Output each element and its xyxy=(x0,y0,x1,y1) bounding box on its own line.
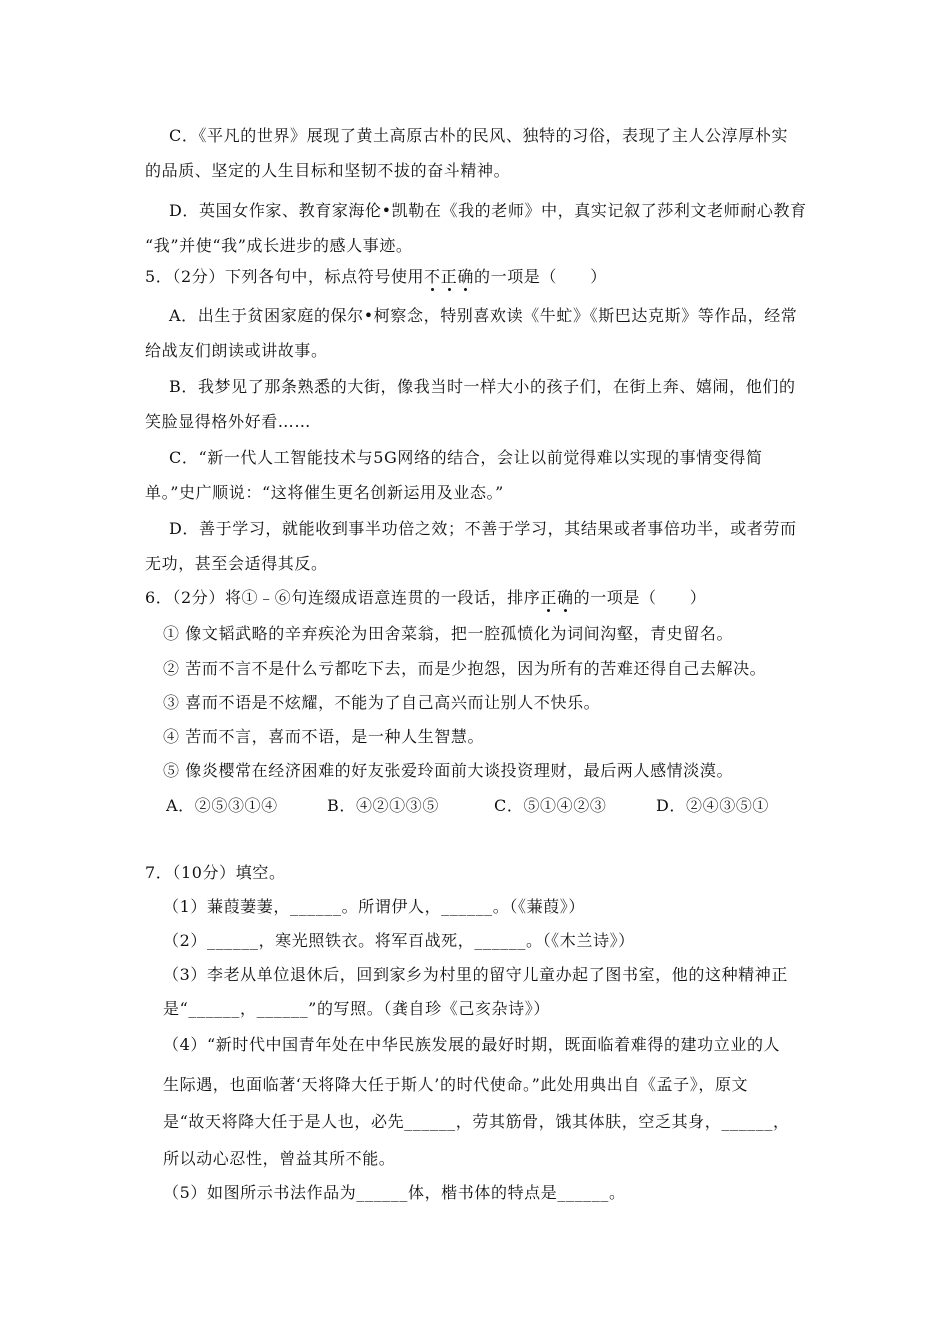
q6-choice-d: D．②④③⑤① xyxy=(656,796,770,815)
q7-part-3-line1: （3）李老从单位退休后，回到家乡为村里的留守儿童办起了图书室，他的这种精神正 xyxy=(163,965,788,984)
q7-part-3-line2: 是“______，______”的写照。（龚自珍《己亥杂诗》） xyxy=(163,999,550,1018)
q6-sentence-1: ① 像文韬武略的辛弃疾沦为田舍菜翁，把一腔孤愤化为词间沟壑，青史留名。 xyxy=(163,624,734,643)
q5-option-c-line2: 单。”史广顺说：“这将催生更名创新运用及业态。” xyxy=(145,483,504,502)
q4-option-c-line2: 的品质、坚定的人生目标和坚韧不拔的奋斗精神。 xyxy=(145,161,511,180)
q5-option-b-line1: B．我梦见了那条熟悉的大街，像我当时一样大小的孩子们，在街上奔、嬉闹，他们的 xyxy=(169,377,796,396)
q7-part-4-line1: （4）“新时代中国青年处在中华民族发展的最好时期，既面临着难得的建功立业的人 xyxy=(163,1035,781,1054)
q6-sentence-2: ② 苦而不言不是什么亏都吃下去，而是少抱怨，因为所有的苦难还得自己去解决。 xyxy=(163,659,767,678)
q6-sentence-5: ⑤ 像炎樱常在经济困难的好友张爱玲面前大谈投资理财，最后两人感情淡漠。 xyxy=(163,761,734,780)
q4-option-d-line1: D．英国女作家、教育家海伦•凯勒在《我的老师》中，真实记叙了莎利文老师耐心教育 xyxy=(169,201,807,220)
q7-part-5: （5）如图所示书法作品为______体，楷书体的特点是______。 xyxy=(163,1183,626,1202)
q6-sentence-3: ③ 喜而不语是不炫耀，不能为了自己高兴而让别人不快乐。 xyxy=(163,693,601,712)
q4-option-c-line1: C．《平凡的世界》展现了黄土高原古朴的民风、独特的习俗，表现了主人公淳厚朴实 xyxy=(169,126,789,145)
q6-choice-c: C．⑤①④②③ xyxy=(494,796,607,815)
q5-option-d-line2: 无功，甚至会适得其反。 xyxy=(145,554,328,573)
q6-choice-a: A．②⑤③①④ xyxy=(166,796,278,815)
q4-option-d-line2: “我”并使“我”成长进步的感人事迹。 xyxy=(145,236,413,255)
q7-part-1: （1）蒹葭萋萋，______。所谓伊人，______。（《蒹葭》） xyxy=(163,897,585,916)
emphasis-mark: 确 xyxy=(457,267,474,286)
emphasis-mark: 确 xyxy=(556,588,574,607)
q5-option-c-line1: C．“新一代人工智能技术与5G网络的结合，会让以前觉得难以实现的事情变得简 xyxy=(169,448,763,467)
emphasis-mark: 正 xyxy=(540,588,557,607)
q6-choice-b: B．④②①③⑤ xyxy=(327,796,439,815)
q5-option-d-line1: D．善于学习，就能收到事半功倍之效；不善于学习，其结果或者事倍功半，或者劳而 xyxy=(169,519,797,538)
q7-part-4-line3: 是“故天将降大任于是人也，必先______，劳其筋骨，饿其体肤，空乏其身，______， xyxy=(163,1112,790,1131)
q5-stem: 5．（2分）下列各句中，标点符号使用不正确的一项是（ ） xyxy=(145,267,607,286)
q7-part-4-line4: 所以动心忍性，曾益其所不能。 xyxy=(163,1149,396,1168)
q6-stem: 6．（2分）将①﹣⑥句连缀成语意连贯的一段话，排序正确的一项是（ ） xyxy=(145,588,707,607)
q7-stem: 7．（10分）填空。 xyxy=(145,863,286,882)
q7-part-4-line2: 生际遇，也面临著‘天将降大任于斯人’的时代使命。”此处用典出自《孟子》，原文 xyxy=(163,1075,749,1094)
q6-sentence-4: ④ 苦而不言，喜而不语，是一种人生智慧。 xyxy=(163,727,485,746)
q7-part-2: （2）______，寒光照铁衣。将军百战死，______。（《木兰诗》） xyxy=(163,931,635,950)
emphasis-mark: 不 xyxy=(424,267,441,286)
q6-choices xyxy=(0,795,950,817)
q5-option-a-line1: A．出生于贫困家庭的保尔•柯察念，特别喜欢读《牛虻》《斯巴达克斯》等作品，经常 xyxy=(169,306,798,325)
emphasis-mark: 正 xyxy=(440,267,458,286)
q5-option-a-line2: 给战友们朗读或讲故事。 xyxy=(145,341,328,360)
q5-option-b-line2: 笑脸显得格外好看…… xyxy=(145,412,312,431)
